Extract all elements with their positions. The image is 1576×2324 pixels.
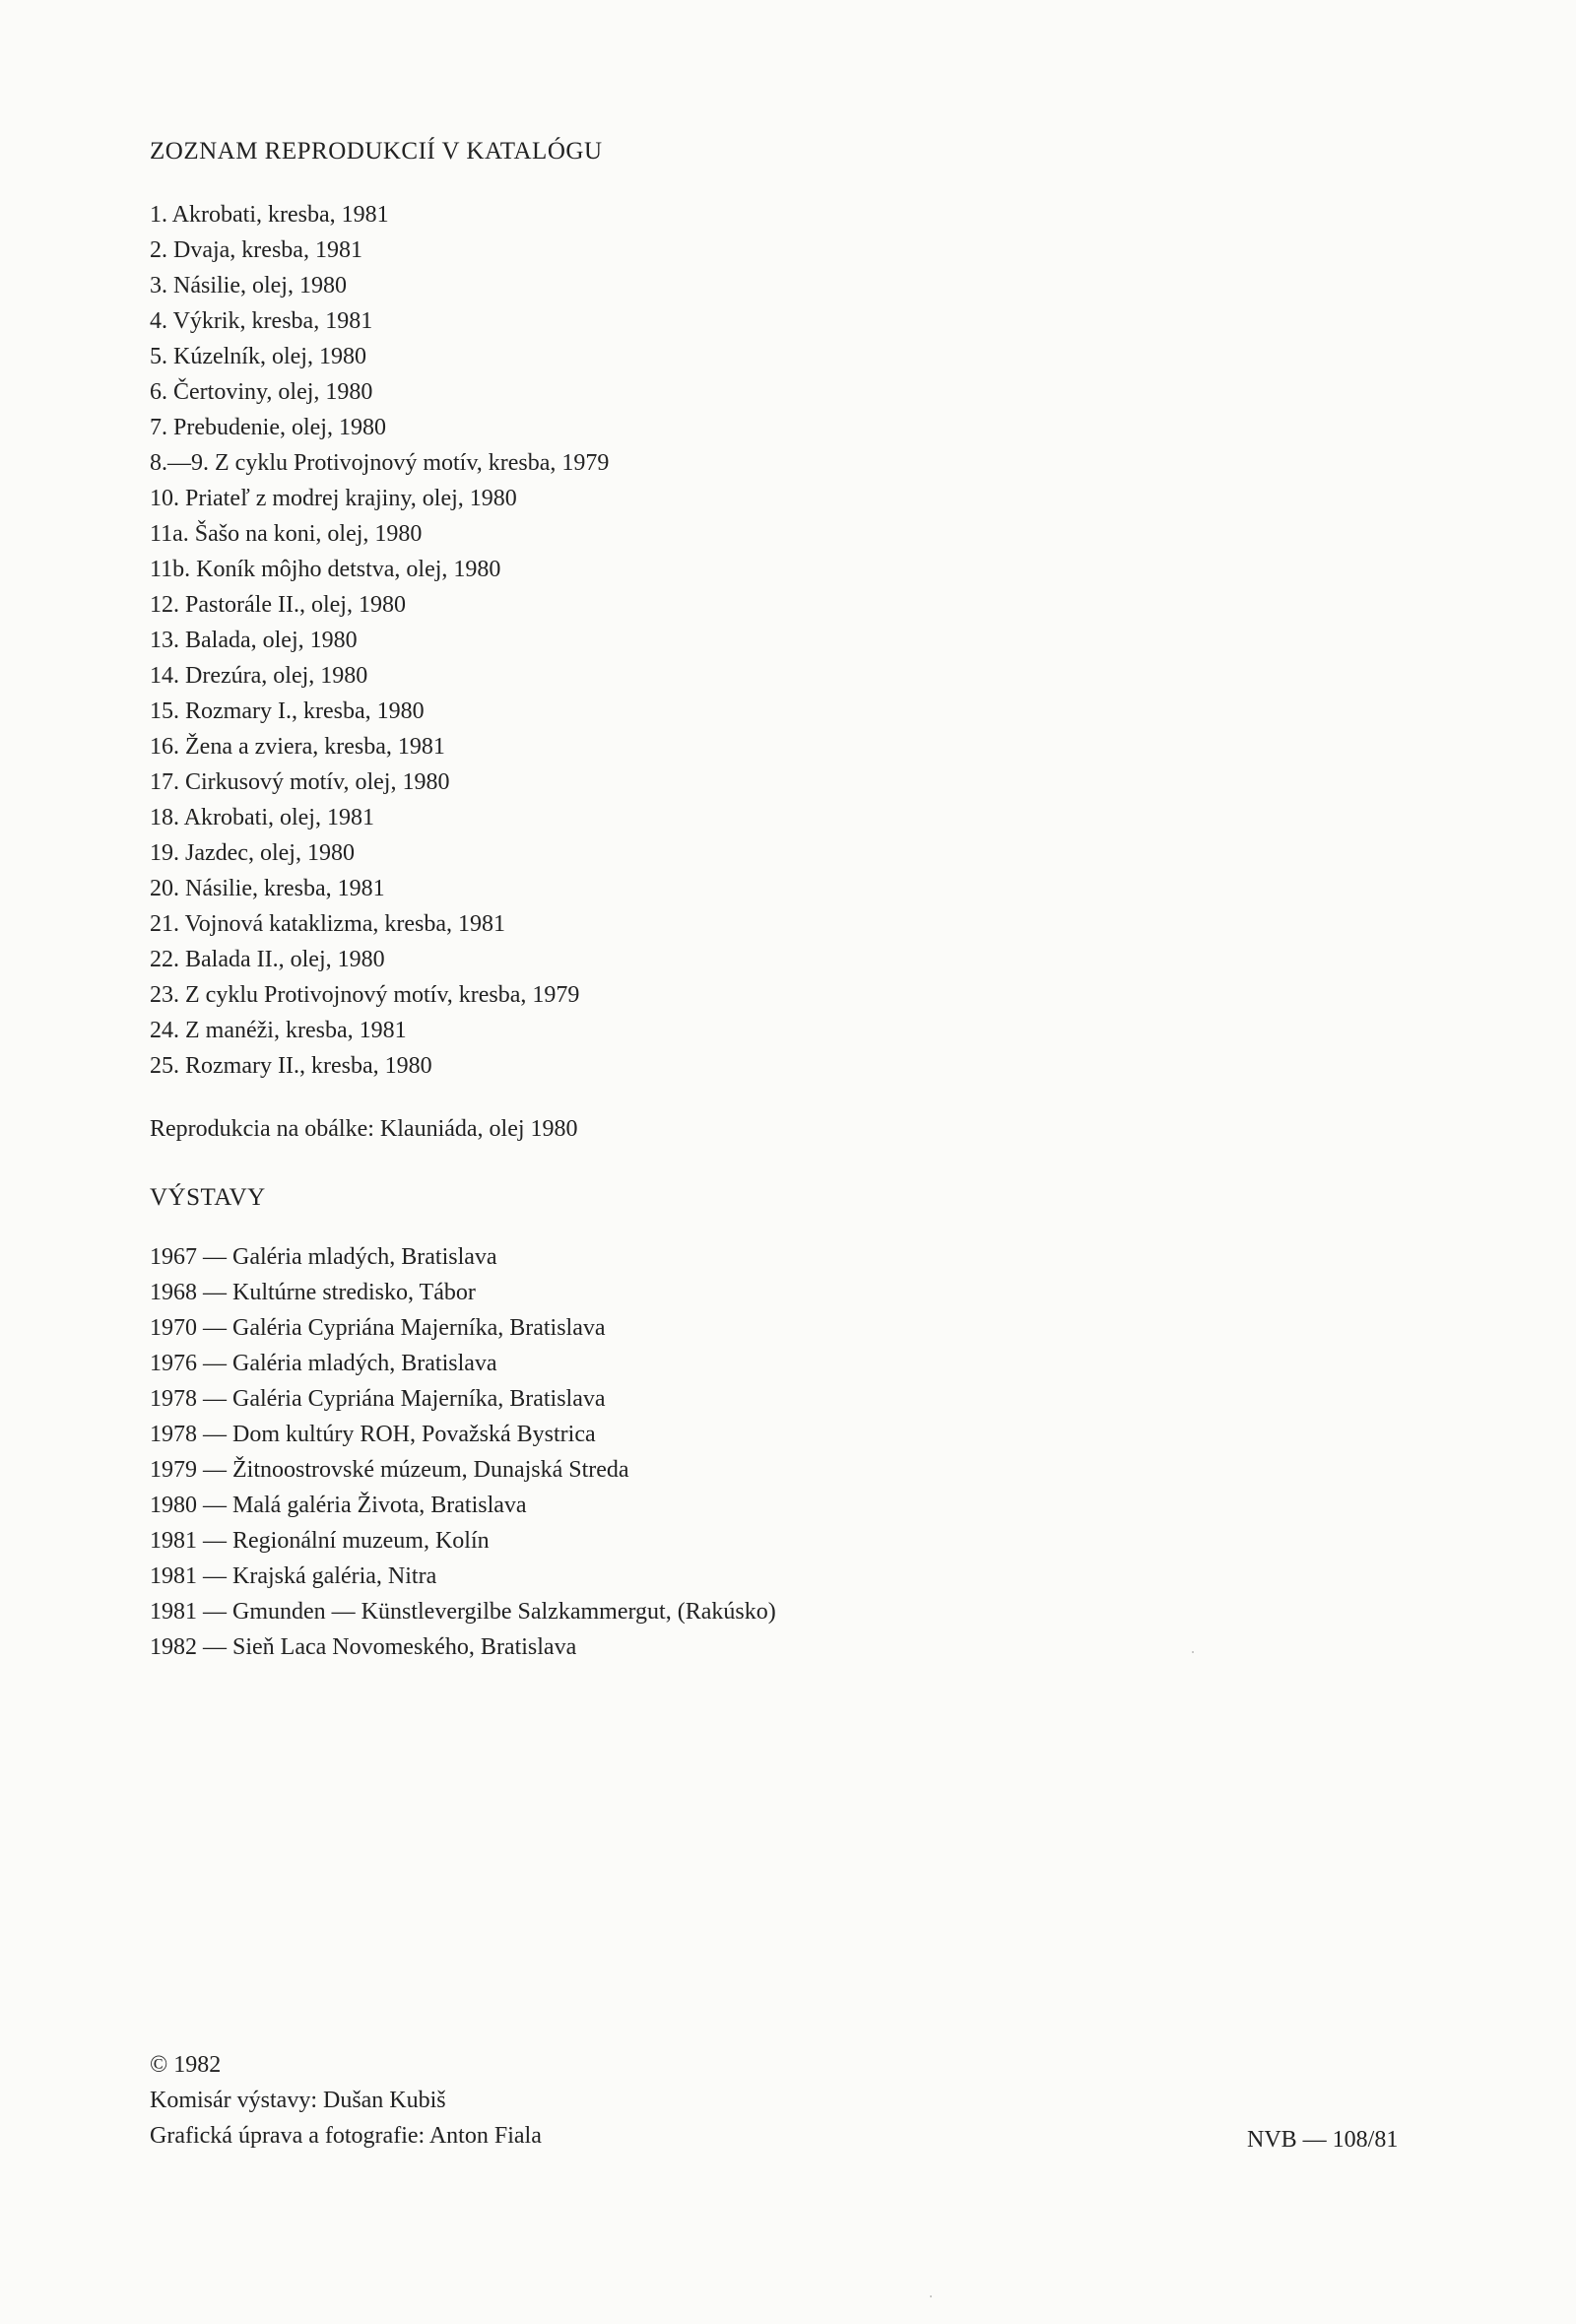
list-item: 15. Rozmary I., kresba, 1980 bbox=[150, 698, 425, 724]
list-item: 21. Vojnová kataklizma, kresba, 1981 bbox=[150, 911, 506, 937]
list-item: 24. Z manéži, kresba, 1981 bbox=[150, 1018, 407, 1043]
list-item: 19. Jazdec, olej, 1980 bbox=[150, 840, 355, 866]
catalog-title: ZOZNAM REPRODUKCIÍ V KATALÓGU bbox=[150, 138, 603, 165]
list-item: 8.—9. Z cyklu Protivojnový motív, kresba, 1979 bbox=[150, 450, 610, 476]
list-item: 13. Balada, olej, 1980 bbox=[150, 628, 358, 653]
list-item: 11a. Šašo na koni, olej, 1980 bbox=[150, 521, 423, 547]
list-item: 12. Pastorále II., olej, 1980 bbox=[150, 592, 406, 618]
commissioner-line: Komisár výstavy: Dušan Kubiš bbox=[150, 2088, 446, 2113]
list-item: 1. Akrobati, kresba, 1981 bbox=[150, 202, 389, 228]
list-item: 10. Priateľ z modrej krajiny, olej, 1980 bbox=[150, 486, 517, 511]
list-item: 1978 — Galéria Cypriána Majerníka, Bratislava bbox=[150, 1386, 606, 1412]
colophon bbox=[150, 2047, 542, 2154]
list-item: 11b. Koník môjho detstva, olej, 1980 bbox=[150, 557, 501, 582]
list-item: 16. Žena a zviera, kresba, 1981 bbox=[150, 734, 445, 760]
list-item: 14. Drezúra, olej, 1980 bbox=[150, 663, 368, 689]
exhibitions-title: VÝSTAVY bbox=[150, 1184, 266, 1211]
list-item: 25. Rozmary II., kresba, 1980 bbox=[150, 1053, 432, 1079]
list-item: 1980 — Malá galéria Života, Bratislava bbox=[150, 1493, 527, 1518]
list-item: 20. Násilie, kresba, 1981 bbox=[150, 876, 385, 901]
list-item: 6. Čertoviny, olej, 1980 bbox=[150, 379, 373, 405]
list-item: 1978 — Dom kultúry ROH, Považská Bystrica bbox=[150, 1422, 596, 1447]
copyright-line: © 1982 bbox=[150, 2052, 222, 2078]
list-item: 1979 — Žitnoostrovské múzeum, Dunajská Streda bbox=[150, 1457, 629, 1483]
cover-reproduction-note: Reprodukcia na obálke: Klauniáda, olej 1980 bbox=[150, 1116, 578, 1142]
list-item: 4. Výkrik, kresba, 1981 bbox=[150, 308, 373, 334]
list-item: 18. Akrobati, olej, 1981 bbox=[150, 805, 374, 830]
list-item: 1967 — Galéria mladých, Bratislava bbox=[150, 1244, 497, 1270]
list-item: 1981 — Gmunden — Künstlevergilbe Salzkammergut, (Rakúsko) bbox=[150, 1599, 776, 1625]
list-item: 1976 — Galéria mladých, Bratislava bbox=[150, 1351, 497, 1376]
reproductions-list bbox=[150, 197, 609, 1084]
publication-code: NVB — 108/81 bbox=[1247, 2127, 1399, 2153]
design-credit-line: Grafická úprava a fotografie: Anton Fiala bbox=[150, 2123, 542, 2149]
exhibitions-list bbox=[150, 1239, 776, 1665]
list-item: 2. Dvaja, kresba, 1981 bbox=[150, 237, 362, 263]
list-item: 3. Násilie, olej, 1980 bbox=[150, 273, 347, 299]
list-item: 1982 — Sieň Laca Novomeského, Bratislava bbox=[150, 1634, 577, 1660]
paper-speck bbox=[1192, 1651, 1194, 1653]
list-item: 1970 — Galéria Cypriána Majerníka, Bratislava bbox=[150, 1315, 606, 1341]
list-item: 1968 — Kultúrne stredisko, Tábor bbox=[150, 1280, 476, 1305]
list-item: 7. Prebudenie, olej, 1980 bbox=[150, 415, 386, 440]
list-item: 1981 — Regionální muzeum, Kolín bbox=[150, 1528, 490, 1554]
list-item: 17. Cirkusový motív, olej, 1980 bbox=[150, 769, 450, 795]
list-item: 22. Balada II., olej, 1980 bbox=[150, 947, 385, 972]
list-item: 5. Kúzelník, olej, 1980 bbox=[150, 344, 366, 369]
list-item: 1981 — Krajská galéria, Nitra bbox=[150, 1563, 437, 1589]
list-item: 23. Z cyklu Protivojnový motív, kresba, 1979 bbox=[150, 982, 580, 1008]
paper-speck bbox=[930, 2295, 932, 2297]
